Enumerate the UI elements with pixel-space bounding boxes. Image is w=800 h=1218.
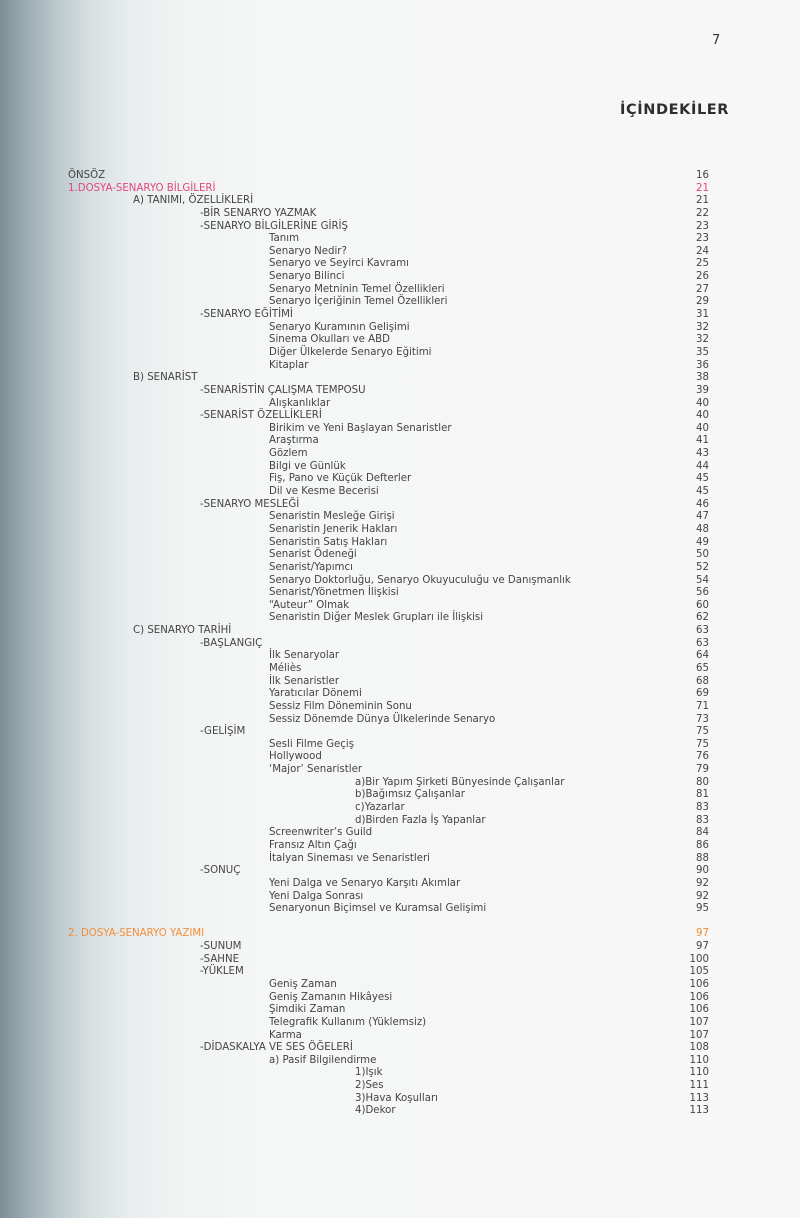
- toc-entry-title: Yeni Dalga Sonrası: [269, 890, 364, 902]
- toc-entry-page: 95: [696, 903, 709, 915]
- toc-entry: [0, 207, 800, 220]
- toc-entry-page: 23: [696, 220, 709, 232]
- toc-entry: [0, 1003, 800, 1016]
- toc-entry: [0, 536, 800, 549]
- toc-entry-title: Kitaplar: [269, 359, 309, 371]
- toc-entry: [0, 927, 800, 940]
- toc-entry-page: 90: [696, 865, 709, 877]
- toc-entry-page: 36: [696, 359, 709, 371]
- toc-entry-title: Senaryo Nedir?: [269, 245, 347, 257]
- toc-entry-page: 45: [696, 473, 709, 485]
- toc-entry-title: Birikim ve Yeni Başlayan Senaristler: [269, 422, 452, 434]
- toc-entry-page: 97: [696, 928, 709, 940]
- toc-entry-page: 111: [689, 1080, 709, 1092]
- toc-entry: [0, 763, 800, 776]
- toc-entry: [0, 788, 800, 801]
- toc-entry-page: 21: [696, 182, 709, 194]
- toc-entry-title: Screenwriter’s Guild: [269, 827, 373, 839]
- toc-entry-page: 16: [696, 170, 709, 181]
- toc-entry-page: 56: [696, 587, 709, 599]
- toc-entry-title: İlk Senaryolar: [269, 650, 340, 662]
- toc-entry-page: 64: [696, 650, 709, 662]
- toc-entry-title: Geniş Zaman: [269, 979, 337, 990]
- toc-entry-title: Dil ve Kesme Becerisi: [269, 486, 379, 498]
- toc-entry-title: -SUNUM: [200, 941, 242, 953]
- toc-entry-title: B) SENARİST: [133, 372, 198, 384]
- toc-entry: [0, 953, 800, 966]
- toc-entry-page: 97: [696, 941, 709, 953]
- toc-entry-page: 35: [696, 346, 709, 358]
- toc-entry-title: 3)Hava Koşulları: [355, 1092, 438, 1104]
- toc-entry: [0, 662, 800, 675]
- toc-entry-title: Geniş Zamanın Hikâyesi: [269, 991, 393, 1003]
- toc-entry-page: 32: [696, 321, 709, 333]
- toc-entry-title: -DİDASKALYA VE SES ÖĞELERİ: [200, 1042, 353, 1054]
- toc-entry-page: 106: [689, 991, 709, 1003]
- toc-entry-page: 106: [689, 979, 709, 990]
- toc-entry: [0, 257, 800, 270]
- toc-entry: [0, 852, 800, 865]
- toc-entry-title: Bilgi ve Günlük: [269, 460, 346, 472]
- toc-entry-title: Karma: [269, 1029, 302, 1041]
- toc-entry: [0, 965, 800, 978]
- toc-entry-title: Fiş, Pano ve Küçük Defterler: [269, 473, 412, 485]
- toc-entry-title: -BİR SENARYO YAZMAK: [200, 207, 317, 219]
- toc-entry: [0, 624, 800, 637]
- toc-entry-title: b)Bağımsız Çalışanlar: [355, 789, 465, 801]
- toc-entry: [0, 333, 800, 346]
- toc-entry-page: 44: [696, 460, 709, 472]
- toc-entry-title: -YÜKLEM: [200, 966, 244, 978]
- toc-entry-title: a)Bir Yapım Şirketi Bünyesinde Çalışanlar: [355, 776, 565, 788]
- toc-entry-page: 92: [696, 890, 709, 902]
- toc-entry-page: 50: [696, 549, 709, 561]
- toc-entry-page: 110: [689, 1067, 709, 1079]
- toc-entry: [0, 991, 800, 1004]
- table-of-contents: [0, 169, 800, 1117]
- toc-entry-page: 22: [696, 207, 709, 219]
- toc-entry: [0, 485, 800, 498]
- toc-entry-page: 40: [696, 397, 709, 409]
- toc-entry: [0, 700, 800, 713]
- toc-entry-page: 63: [696, 625, 709, 637]
- toc-entry: [0, 890, 800, 903]
- toc-entry-page: 107: [689, 1016, 709, 1028]
- toc-entry: [0, 245, 800, 258]
- toc-entry-page: 47: [696, 511, 709, 523]
- toc-entry: [0, 776, 800, 789]
- toc-entry-title: d)Birden Fazla İş Yapanlar: [355, 814, 486, 826]
- toc-entry: [0, 687, 800, 700]
- toc-entry: [0, 1079, 800, 1092]
- toc-entry-title: Senaryo ve Seyirci Kavramı: [269, 258, 409, 270]
- toc-entry-page: 21: [696, 195, 709, 207]
- toc-entry-title: Senaryo Bilinci: [269, 271, 345, 283]
- toc-entry-title: Fransız Altın Çağı: [269, 839, 357, 851]
- toc-entry-title: 2)Ses: [355, 1080, 384, 1092]
- toc-entry: [0, 283, 800, 296]
- toc-entry-page: 108: [689, 1042, 709, 1054]
- toc-entry: [0, 1054, 800, 1067]
- toc-entry-title: Méliès: [269, 662, 302, 674]
- toc-entry: [0, 371, 800, 384]
- toc-entry-title: Senaryo İçeriğinin Temel Özellikleri: [269, 296, 448, 308]
- toc-entry-page: 80: [696, 776, 709, 788]
- toc-entry-title: Senarist Ödeneği: [269, 549, 357, 561]
- toc-entry-title: Alışkanlıklar: [269, 397, 331, 409]
- toc-entry-page: 75: [696, 738, 709, 750]
- toc-entry-page: 49: [696, 536, 709, 548]
- toc-entry-title: ÖNSÖZ: [68, 170, 106, 181]
- toc-entry-page: 65: [696, 662, 709, 674]
- toc-entry: [0, 750, 800, 763]
- toc-entry: [0, 599, 800, 612]
- toc-entry-title: Senaristin Diğer Meslek Grupları ile İlişkisi: [269, 612, 484, 624]
- toc-entry-page: 106: [689, 1004, 709, 1016]
- toc-entry-page: 27: [696, 283, 709, 295]
- toc-entry: [0, 649, 800, 662]
- toc-entry-page: 83: [696, 802, 709, 814]
- toc-entry: [0, 308, 800, 321]
- toc-entry-page: 32: [696, 334, 709, 346]
- toc-entry-title: a) Pasif Bilgilendirme: [269, 1054, 377, 1066]
- toc-entry-page: 81: [696, 789, 709, 801]
- toc-entry: [0, 675, 800, 688]
- toc-entry-page: 86: [696, 839, 709, 851]
- toc-entry: [0, 498, 800, 511]
- toc-entry: [0, 713, 800, 726]
- toc-entry-page: 40: [696, 410, 709, 422]
- toc-entry-title: Senaryo Metninin Temel Özellikleri: [269, 283, 445, 295]
- toc-entry-page: 63: [696, 637, 709, 649]
- toc-entry-page: 71: [696, 700, 709, 712]
- toc-entry: [0, 346, 800, 359]
- toc-entry: [0, 877, 800, 890]
- toc-entry: [0, 1029, 800, 1042]
- toc-entry-title: Sessiz Dönemde Dünya Ülkelerinde Senaryo: [269, 713, 496, 725]
- toc-entry: [0, 637, 800, 650]
- toc-entry-title: A) TANIMI, ÖZELLİKLERİ: [133, 195, 254, 207]
- toc-entry-page: 79: [696, 764, 709, 776]
- toc-entry-page: 41: [696, 435, 709, 447]
- toc-entry: [0, 826, 800, 839]
- toc-entry: [0, 548, 800, 561]
- toc-entry-page: 107: [689, 1029, 709, 1041]
- toc-entry: [0, 321, 800, 334]
- toc-entry: [0, 1092, 800, 1105]
- toc-entry-page: 24: [696, 245, 709, 257]
- toc-entry-title: ‘Major’ Senaristler: [269, 764, 363, 776]
- toc-entry: [0, 978, 800, 991]
- toc-entry-title: Yeni Dalga ve Senaryo Karşıtı Akımlar: [269, 877, 461, 889]
- toc-entry-page: 54: [696, 574, 709, 586]
- toc-entry: [0, 839, 800, 852]
- toc-entry-page: 113: [689, 1105, 709, 1117]
- toc-entry: [0, 409, 800, 422]
- toc-entry-title: Gözlem: [269, 448, 308, 460]
- toc-entry: [0, 460, 800, 473]
- toc-entry: [0, 814, 800, 827]
- toc-entry: [0, 472, 800, 485]
- toc-entry-page: 84: [696, 827, 709, 839]
- toc-entry: [0, 270, 800, 283]
- toc-entry: [0, 295, 800, 308]
- toc-entry: [0, 801, 800, 814]
- toc-entry-page: 62: [696, 612, 709, 624]
- toc-entry-title: 1.DOSYA-SENARYO BİLGİLERİ: [68, 182, 216, 194]
- toc-entry-title: Şimdiki Zaman: [269, 1004, 346, 1016]
- toc-entry: [0, 422, 800, 435]
- toc-entry: [0, 1041, 800, 1054]
- toc-entry-page: 46: [696, 498, 709, 510]
- toc-entry-title: -SENARİST ÖZELLİKLERİ: [200, 410, 322, 422]
- toc-entry: [0, 902, 800, 915]
- toc-entry-title: -SENARYO BİLGİLERİNE GİRİŞ: [200, 220, 349, 232]
- toc-entry: [0, 169, 800, 182]
- toc-entry-page: 25: [696, 258, 709, 270]
- toc-entry-page: 60: [696, 599, 709, 611]
- toc-entry-page: 68: [696, 675, 709, 687]
- toc-entry-title: -SENARYO MESLEĞİ: [200, 498, 300, 510]
- toc-entry-title: 2. DOSYA-SENARYO YAZIMI: [68, 928, 205, 940]
- toc-title: İÇİNDEKİLER: [620, 102, 730, 118]
- toc-entry-page: 29: [696, 296, 709, 308]
- toc-entry: [0, 397, 800, 410]
- toc-entry-title: Senaryonun Biçimsel ve Kuramsal Gelişimi: [269, 903, 487, 915]
- toc-entry-title: Senaristin Mesleğe Girişi: [269, 511, 395, 523]
- toc-entry: [0, 915, 800, 928]
- toc-entry: [0, 359, 800, 372]
- toc-entry-page: 52: [696, 561, 709, 573]
- toc-entry-title: C) SENARYO TARİHİ: [133, 625, 232, 637]
- toc-entry-title: Yaratıcılar Dönemi: [269, 688, 362, 700]
- toc-entry-title: -SENARYO EĞİTİMİ: [200, 309, 293, 321]
- toc-entry-title: Senaristin Jenerik Hakları: [269, 523, 398, 535]
- toc-entry-page: 105: [689, 966, 709, 978]
- toc-entry-page: 26: [696, 271, 709, 283]
- toc-entry: [0, 864, 800, 877]
- page-number: 7: [712, 33, 721, 48]
- toc-entry-page: 110: [689, 1054, 709, 1066]
- toc-entry-page: 31: [696, 309, 709, 321]
- toc-entry-page: 92: [696, 877, 709, 889]
- toc-entry-title: “Auteur” Olmak: [269, 599, 350, 611]
- toc-entry-title: Diğer Ülkelerde Senaryo Eğitimi: [269, 346, 432, 358]
- toc-entry-title: 1)Işık: [355, 1067, 383, 1079]
- toc-entry-title: -SAHNE: [200, 953, 240, 965]
- toc-entry: [0, 434, 800, 447]
- toc-entry-title: Senaryo Doktorluğu, Senaryo Okuyuculuğu ve Danışmanlık: [269, 574, 571, 586]
- toc-entry-title: -SONUÇ: [200, 865, 241, 877]
- toc-entry: [0, 510, 800, 523]
- toc-entry: [0, 725, 800, 738]
- toc-entry-page: 100: [689, 953, 709, 965]
- toc-entry: [0, 586, 800, 599]
- toc-entry: [0, 561, 800, 574]
- toc-entry-title: Tanım: [269, 233, 299, 245]
- toc-entry-title: İlk Senaristler: [269, 675, 340, 687]
- toc-entry: [0, 384, 800, 397]
- toc-entry: [0, 447, 800, 460]
- toc-entry-page: 88: [696, 852, 709, 864]
- toc-entry: [0, 611, 800, 624]
- toc-entry: [0, 182, 800, 195]
- toc-entry-page: 45: [696, 486, 709, 498]
- toc-entry: [0, 194, 800, 207]
- toc-entry-page: 75: [696, 726, 709, 738]
- toc-entry-title: c)Yazarlar: [355, 802, 405, 814]
- toc-entry-title: -SENARİSTİN ÇALIŞMA TEMPOSU: [200, 384, 366, 396]
- toc-entry-page: 40: [696, 422, 709, 434]
- toc-entry-title: Sinema Okulları ve ABD: [269, 334, 390, 346]
- toc-entry: [0, 940, 800, 953]
- toc-entry: [0, 220, 800, 233]
- toc-entry-title: Sessiz Film Döneminin Sonu: [269, 700, 412, 712]
- toc-entry-page: 113: [689, 1092, 709, 1104]
- toc-entry-title: İtalyan Sineması ve Senaristleri: [269, 852, 431, 864]
- toc-entry-title: -GELİŞİM: [200, 726, 246, 738]
- toc-entry: [0, 574, 800, 587]
- toc-entry-page: 43: [696, 448, 709, 460]
- toc-entry-title: Senarist/Yapımcı: [269, 561, 353, 573]
- toc-entry-title: Sesli Filme Geçiş: [269, 738, 355, 750]
- toc-entry: [0, 1016, 800, 1029]
- toc-entry-page: 83: [696, 814, 709, 826]
- toc-entry-page: 39: [696, 384, 709, 396]
- toc-entry-page: 69: [696, 688, 709, 700]
- toc-entry: [0, 523, 800, 536]
- toc-entry-title: -BAŞLANGIÇ: [200, 637, 263, 649]
- toc-entry-page: 48: [696, 523, 709, 535]
- toc-entry-title: Telegrafik Kullanım (Yüklemsiz): [269, 1016, 427, 1028]
- toc-entry-page: 38: [696, 372, 709, 384]
- toc-entry-title: Araştırma: [269, 435, 319, 447]
- toc-entry-title: Senarist/Yönetmen İlişkisi: [269, 587, 399, 599]
- toc-entry-title: Hollywood: [269, 751, 322, 763]
- toc-entry-page: 76: [696, 751, 709, 763]
- toc-entry-title: 4)Dekor: [355, 1105, 396, 1117]
- toc-entry: [0, 232, 800, 245]
- toc-entry: [0, 738, 800, 751]
- toc-entry-page: 73: [696, 713, 709, 725]
- toc-entry-title: Senaristin Satış Hakları: [269, 536, 388, 548]
- toc-entry-title: Senaryo Kuramının Gelişimi: [269, 321, 410, 333]
- toc-entry-page: 23: [696, 233, 709, 245]
- toc-entry: [0, 1066, 800, 1079]
- toc-entry: [0, 1104, 800, 1117]
